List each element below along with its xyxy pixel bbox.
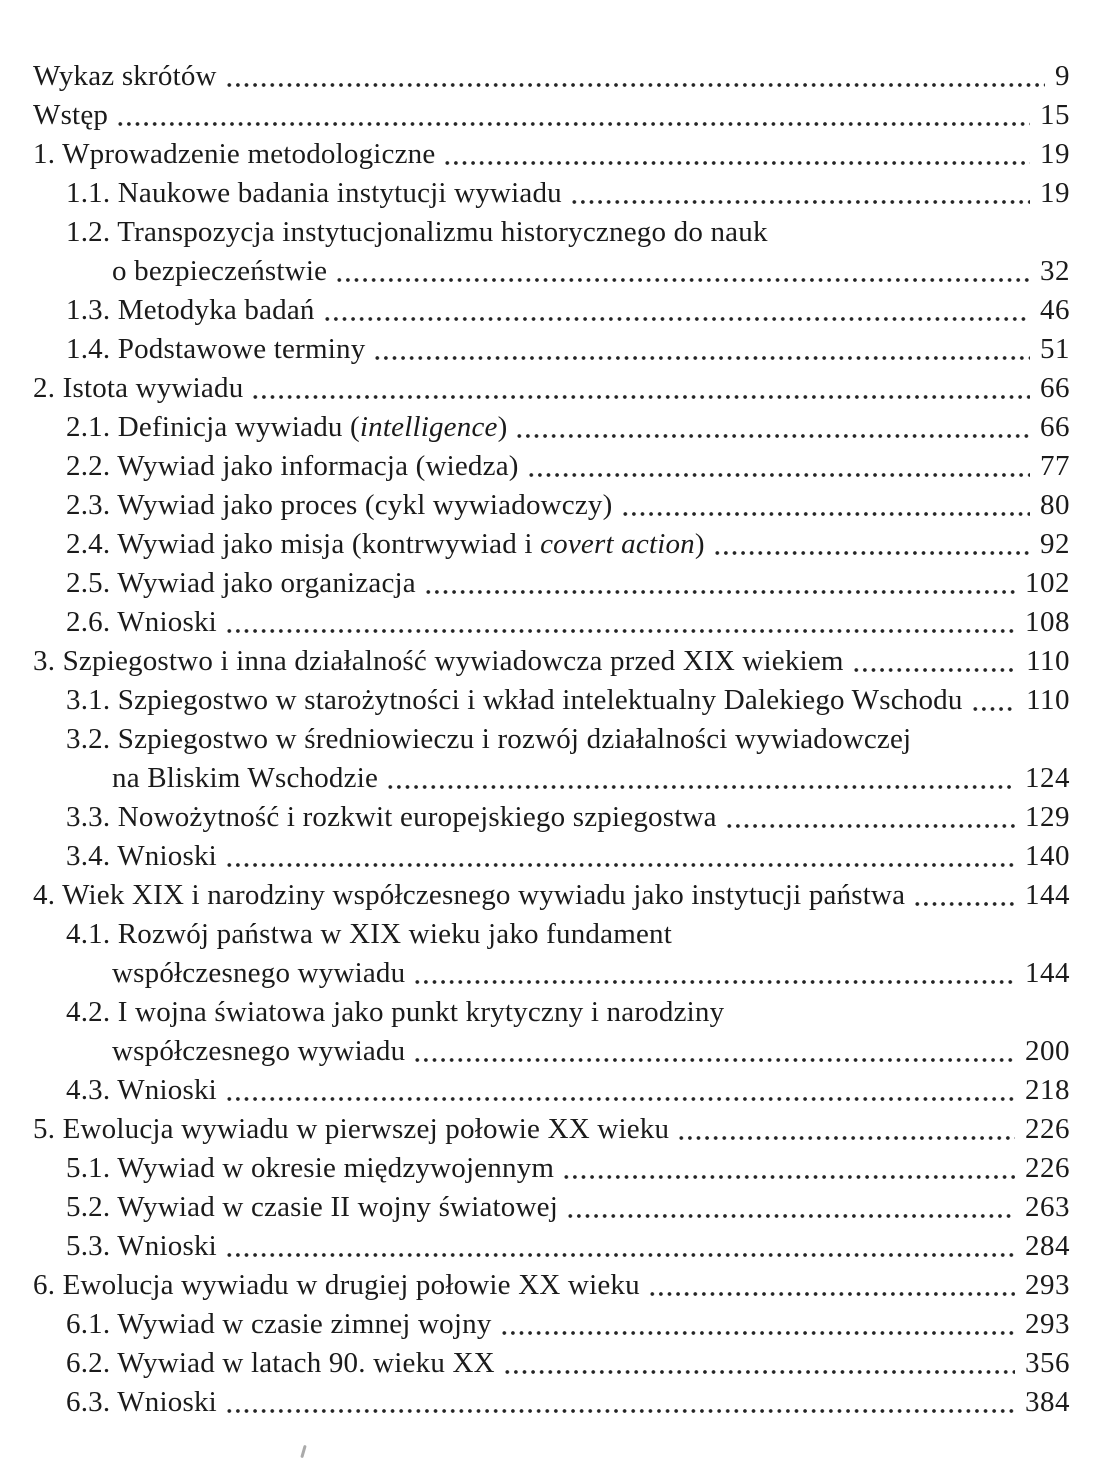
toc-entry-title [66, 1383, 217, 1422]
toc-entry-title [33, 96, 108, 135]
toc-entry [33, 603, 1070, 642]
toc-entry-title [66, 564, 416, 603]
dot-leader [566, 1188, 1015, 1227]
toc-entry [33, 720, 1070, 759]
dot-leader [570, 174, 1030, 213]
toc-entry-text: 5.3. Wnioski [66, 1230, 217, 1262]
toc-entry-text: 6. Ewolucja wywiadu w drugiej połowie XX wieku [33, 1269, 640, 1301]
toc-entry-text: współczesnego wywiadu [112, 957, 406, 989]
dot-leader [413, 954, 1015, 993]
page-number: 19 [1040, 138, 1070, 170]
dot-leader [373, 330, 1030, 369]
toc-entry-text: 3.2. Szpiegostwo w średniowieczu i rozwój działalności wywiadowczej [66, 723, 912, 755]
toc-entry-title [66, 525, 705, 564]
toc-entry [33, 1266, 1070, 1305]
toc-entry-title [66, 447, 519, 486]
toc-entry-text: 3. Szpiegostwo i inna działalność wywiadowcza przed XIX wiekiem [33, 645, 844, 677]
dot-leader [562, 1149, 1015, 1188]
page-number: 77 [1040, 450, 1070, 482]
toc-entry [33, 837, 1070, 876]
toc-entry-title [66, 603, 217, 642]
page-number: 108 [1025, 606, 1070, 638]
page-number: 66 [1040, 372, 1070, 404]
toc-entry-text: 5.2. Wywiad w czasie II wojny światowej [66, 1191, 558, 1223]
toc-entry [33, 1188, 1070, 1227]
toc-entry-title [112, 954, 405, 993]
toc-entry-title [66, 1305, 492, 1344]
toc-entry [33, 1110, 1070, 1149]
toc-entry-title [66, 720, 911, 759]
toc-entry-text: 2.6. Wnioski [66, 606, 217, 638]
toc-entry-title [33, 57, 217, 96]
page-number: 218 [1025, 1074, 1070, 1106]
toc-entry-title [66, 291, 315, 330]
toc-entry-title [33, 876, 905, 915]
toc-entry [33, 291, 1070, 330]
toc-entry-text: 4.3. Wnioski [66, 1074, 217, 1106]
toc-entry [33, 96, 1070, 135]
toc-entry [33, 876, 1070, 915]
toc-entry-text: współczesnego wywiadu [112, 1035, 406, 1067]
toc-entry-title [66, 915, 672, 954]
dot-leader [225, 1383, 1015, 1422]
page-number: 356 [1025, 1347, 1070, 1379]
toc-entry-title [66, 1227, 217, 1266]
toc-entry [33, 447, 1070, 486]
toc-entry-title [66, 1149, 554, 1188]
toc-entry-text: 4.1. Rozwój państwa w XIX wieku jako fundament [66, 918, 672, 950]
dot-leader [648, 1266, 1015, 1305]
toc-entry [33, 1071, 1070, 1110]
toc-entry-title [66, 330, 365, 369]
dot-leader [515, 408, 1030, 447]
toc-entry-text: 1.2. Transpozycja instytucjonalizmu historycznego do nauk [66, 216, 768, 248]
dot-leader [225, 57, 1045, 96]
dot-leader [503, 1344, 1015, 1383]
toc-entry [33, 1344, 1070, 1383]
dot-leader [225, 1227, 1015, 1266]
toc-entry-text: Wykaz skrótów [33, 60, 217, 92]
toc-entry [33, 564, 1070, 603]
page-number: 19 [1040, 177, 1070, 209]
toc-entry [33, 1149, 1070, 1188]
page-number: 124 [1025, 762, 1070, 794]
toc-entry [33, 915, 1070, 954]
dot-leader [500, 1305, 1015, 1344]
page-number: 384 [1025, 1386, 1070, 1418]
toc-entry-title [33, 1110, 669, 1149]
toc-entry-text: 2.2. Wywiad jako informacja (wiedza) [66, 450, 519, 482]
dot-leader [225, 1071, 1015, 1110]
toc-entry [33, 1305, 1070, 1344]
dot-leader [413, 1032, 1015, 1071]
dot-leader [677, 1110, 1015, 1149]
toc-entry-title [112, 759, 378, 798]
dot-leader [323, 291, 1030, 330]
toc-entry-title [66, 213, 768, 252]
toc-entry [33, 252, 1070, 291]
toc-entry-title [66, 1071, 217, 1110]
toc-entry [33, 174, 1070, 213]
toc-entry-title [33, 642, 844, 681]
toc-entry [33, 1227, 1070, 1266]
toc-entry-title [112, 252, 327, 291]
page-number: 32 [1040, 255, 1070, 287]
toc-entry-text: 1.1. Naukowe badania instytucji wywiadu [66, 177, 562, 209]
toc-entry-title [66, 408, 507, 447]
toc-entry-text: 2.5. Wywiad jako organizacja [66, 567, 416, 599]
page-number: 66 [1040, 411, 1070, 443]
dot-leader [251, 369, 1030, 408]
toc-entry-text: o bezpieczeństwie [112, 255, 328, 287]
toc-entry-text-after: ) [694, 528, 705, 560]
toc-entry-text: 2. Istota wywiadu [33, 372, 244, 404]
dot-leader [443, 135, 1030, 174]
toc-entry-text: 4. Wiek XIX i narodziny współczesnego wywiadu jako instytucji państwa [33, 879, 906, 911]
page-number: 293 [1025, 1269, 1070, 1301]
dot-leader [971, 681, 1016, 720]
page-number: 102 [1025, 567, 1070, 599]
dot-leader [913, 876, 1015, 915]
page-number: 226 [1025, 1152, 1070, 1184]
toc-entry-text: 5.1. Wywiad w okresie międzywojennym [66, 1152, 555, 1184]
toc-entry-title [66, 1188, 558, 1227]
toc-entry [33, 57, 1070, 96]
dot-leader [225, 603, 1015, 642]
toc-entry-text: 3.4. Wnioski [66, 840, 217, 872]
toc-entry [33, 759, 1070, 798]
page-number: 200 [1025, 1035, 1070, 1067]
toc-entry-title [66, 1344, 495, 1383]
toc-entry-text: 2.4. Wywiad jako misja (kontrwywiad i [66, 528, 541, 560]
dot-leader [725, 798, 1015, 837]
toc-entry-text: 3.3. Nowożytność i rozkwit europejskiego szpiegostwa [66, 801, 717, 833]
toc-entry [33, 486, 1070, 525]
toc-entry-text-after: ) [497, 411, 508, 443]
page-number: 129 [1025, 801, 1070, 833]
toc-entry-title [33, 1266, 640, 1305]
page-number: 51 [1040, 333, 1070, 365]
toc-entry-title [66, 486, 613, 525]
toc-entry [33, 330, 1070, 369]
dot-leader [225, 837, 1015, 876]
toc-entry [33, 369, 1070, 408]
page-number: 15 [1040, 99, 1070, 131]
toc-entry-text: 4.2. I wojna światowa jako punkt krytyczny i narodziny [66, 996, 725, 1028]
toc-entry-title [66, 174, 562, 213]
toc-entry [33, 135, 1070, 174]
page-number: 226 [1025, 1113, 1070, 1145]
toc-entry [33, 1383, 1070, 1422]
toc-entry [33, 954, 1070, 993]
dot-leader [424, 564, 1015, 603]
toc-entry-title [66, 993, 724, 1032]
page-number: 110 [1026, 684, 1070, 716]
toc-entry-title [33, 369, 243, 408]
italic-term: intelligence [359, 411, 498, 443]
page-number: 46 [1040, 294, 1070, 326]
toc-entry-text: 2.3. Wywiad jako proces (cykl wywiadowczy) [66, 489, 613, 521]
toc-entry [33, 1032, 1070, 1071]
toc-list [33, 57, 1070, 1422]
dot-leader [852, 642, 1016, 681]
toc-entry-text: 5. Ewolucja wywiadu w pierwszej połowie XX wieku [33, 1113, 670, 1145]
toc-entry [33, 213, 1070, 252]
dot-leader [386, 759, 1015, 798]
toc-entry-text: 6.2. Wywiad w latach 90. wieku XX [66, 1347, 495, 1379]
toc-entry [33, 798, 1070, 837]
toc-entry-title [66, 681, 963, 720]
toc-entry [33, 408, 1070, 447]
page-number: 144 [1025, 957, 1070, 989]
toc-entry-title [66, 837, 217, 876]
page-number: 140 [1025, 840, 1070, 872]
scan-artifact-mark [300, 1445, 306, 1458]
toc-entry-text: 3.1. Szpiegostwo w starożytności i wkład intelektualny Dalekiego Wschodu [66, 684, 963, 716]
toc-entry-text: 6.3. Wnioski [66, 1386, 217, 1418]
toc-entry [33, 993, 1070, 1032]
toc-entry-text: Wstęp [33, 99, 109, 131]
toc-entry-title [33, 135, 435, 174]
toc-entry [33, 525, 1070, 564]
dot-leader [621, 486, 1031, 525]
toc-entry-text: 2.1. Definicja wywiadu ( [66, 411, 360, 443]
toc-entry-text: na Bliskim Wschodzie [112, 762, 379, 794]
dot-leader [713, 525, 1030, 564]
page-number: 92 [1040, 528, 1070, 560]
toc-entry-title [112, 1032, 405, 1071]
toc-entry-text: 1.3. Metodyka badań [66, 294, 315, 326]
toc-entry-text: 1.4. Podstawowe terminy [66, 333, 366, 365]
italic-term: covert action [540, 528, 695, 560]
dot-leader [116, 96, 1030, 135]
page-number: 110 [1026, 645, 1070, 677]
toc-entry-text: 6.1. Wywiad w czasie zimnej wojny [66, 1308, 492, 1340]
toc-entry-text: 1. Wprowadzenie metodologiczne [33, 138, 436, 170]
page-number: 9 [1055, 60, 1070, 92]
toc-entry-title [66, 798, 717, 837]
toc-entry [33, 681, 1070, 720]
page-number: 144 [1025, 879, 1070, 911]
page-number: 284 [1025, 1230, 1070, 1262]
page-number: 80 [1040, 489, 1070, 521]
page-number: 263 [1025, 1191, 1070, 1223]
dot-leader [335, 252, 1030, 291]
toc-entry [33, 642, 1070, 681]
page-number: 293 [1025, 1308, 1070, 1340]
dot-leader [527, 447, 1030, 486]
